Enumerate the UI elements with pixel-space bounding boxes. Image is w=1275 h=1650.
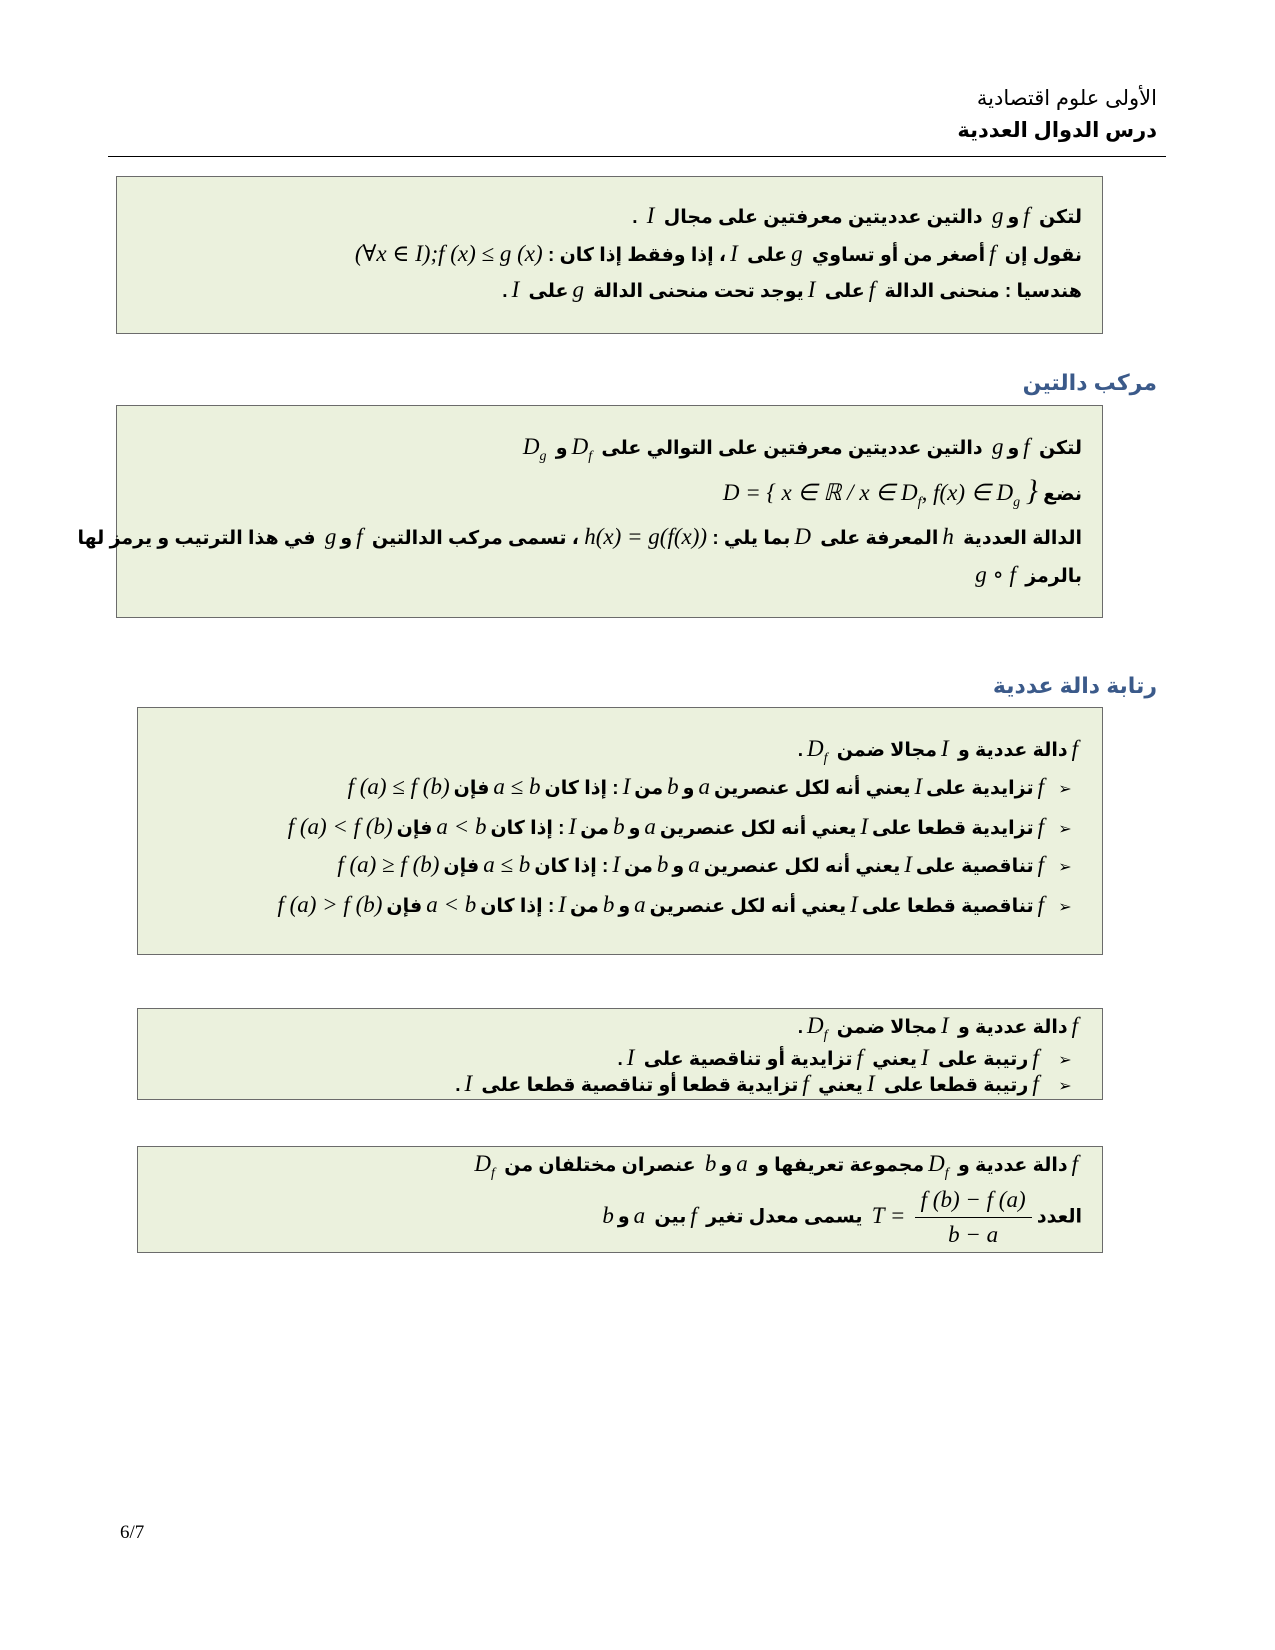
bullet-arrow-icon: ➢: [1058, 1078, 1072, 1095]
composition-box: [77, 405, 1103, 618]
monotone-intro: fدالة عددية و Iمجالا ضمن $D_f$.: [797, 1013, 1078, 1043]
monotonicity-intro: fدالة عددية و Iمجالا ضمن $D_f$.: [797, 736, 1078, 766]
monotonicity-kind: تناقصية على: [915, 856, 1034, 877]
rate-box: [137, 1146, 1103, 1253]
monotonicity-item: ➢fتزايدية قطعا علىIيعني أنه لكل عنصرينaوbمنI: إذا كانa < bفإنf (a) < f (b): [284, 814, 1082, 843]
header-level: الأولى علوم اقتصادية: [976, 87, 1157, 110]
header-rule: [108, 156, 1166, 157]
bullet-arrow-icon: ➢: [1058, 899, 1072, 916]
page-number: 6/7: [120, 1522, 145, 1543]
bullet-arrow-icon: ➢: [1058, 781, 1072, 798]
composition-line-2: نضع D = { x ∈ ℝ / x ∈ $D_f$, f(x) ∈ $D_g$ }: [722, 474, 1082, 510]
monotonicity-kind: تناقصية قطعا على: [861, 896, 1034, 917]
monotonicity-box: [137, 707, 1103, 955]
rate-line-2: العدد $\frac{f (b) - f (a)}{b - a}$ T = يسمى معدل تغير fبين aوb: [598, 1185, 1082, 1250]
monotonicity-condition: a ≤ b: [493, 774, 541, 799]
monotonicity-title: رتابة دالة عددية: [992, 673, 1157, 698]
monotonicity-condition: a ≤ b: [483, 852, 531, 877]
monotonicity-condition: a < b: [436, 814, 487, 839]
composition-title: مركب دالتين: [1022, 370, 1157, 395]
monotonicity-item: ➢fتناقصية قطعا علىIيعني أنه لكل عنصرينaوbمنI: إذا كانa < bفإنf (a) > f (b): [273, 892, 1082, 921]
header-lesson-title: درس الدوال العددية: [957, 119, 1157, 142]
comparison-line-2: نقول إن fأصغر من أو تساوي gعلى I، إذا وفقط إذا كان : (∀x ∈ I);f (x) ≤ g (x): [354, 241, 1082, 266]
comparison-line-1: لتكن fوg دالتين عدديتين معرفتين على مجال I .: [632, 203, 1082, 228]
rate-fraction: $\frac{f (b) - f (a)}{b - a}$: [915, 1185, 1032, 1250]
monotonicity-result: f (a) > f (b): [277, 892, 383, 917]
comparison-box: [116, 176, 1103, 334]
monotonicity-item: ➢fتناقصية علىIيعني أنه لكل عنصرينaوbمنI: إذا كانa ≤ bفإنf (a) ≥ f (b): [333, 852, 1082, 881]
bullet-arrow-icon: ➢: [1058, 859, 1072, 876]
monotone-row-2: ➢ fرتيبة قطعا على Iيعني fتزايدية قطعا أو تناقصية قطعا على I.: [455, 1071, 1082, 1100]
composition-line-1: لتكن fوg دالتين عدديتين معرفتين على التوالي على $D_fو$ $D_g$: [522, 434, 1082, 464]
monotonicity-item: ➢fتزايدية علىIيعني أنه لكل عنصرينaوbمنI: إذا كانa ≤ bفإنf (a) ≤ f (b): [344, 774, 1082, 803]
monotonicity-kind: تزايدية على: [926, 778, 1034, 799]
bullet-arrow-icon: ➢: [1058, 1052, 1072, 1069]
monotone-row-1: ➢ fرتيبة على Iيعني fتزايدية أو تناقصية على I.: [617, 1045, 1082, 1074]
monotonicity-condition: a < b: [426, 892, 477, 917]
composition-line-3: الدالة العددية hالمعرفة على Dبما يلي : h(x) = g(f(x)) ، تسمى مركب الدالتين fوg في هذا الترتيب و يرمز لها: [77, 524, 1082, 549]
comparison-line-3: هندسيا : منحنى الدالة fعلى Iيوجد تحت منحنى الدالة gعلى I.: [502, 277, 1082, 302]
monotonicity-kind: تزايدية قطعا على: [872, 818, 1034, 839]
bullet-arrow-icon: ➢: [1058, 821, 1072, 838]
monotonicity-result: f (a) < f (b): [287, 814, 393, 839]
composition-line-4: بالرمز g ∘ f: [975, 562, 1082, 587]
monotonicity-result: f (a) ≤ f (b): [347, 774, 450, 799]
rate-line-1: fدالة عددية و $D_fمجموعة$ تعريفها و aوb عنصران مختلفان من $D_f$: [474, 1151, 1078, 1181]
monotone-box: [137, 1008, 1103, 1100]
monotonicity-result: f (a) ≥ f (b): [337, 852, 440, 877]
